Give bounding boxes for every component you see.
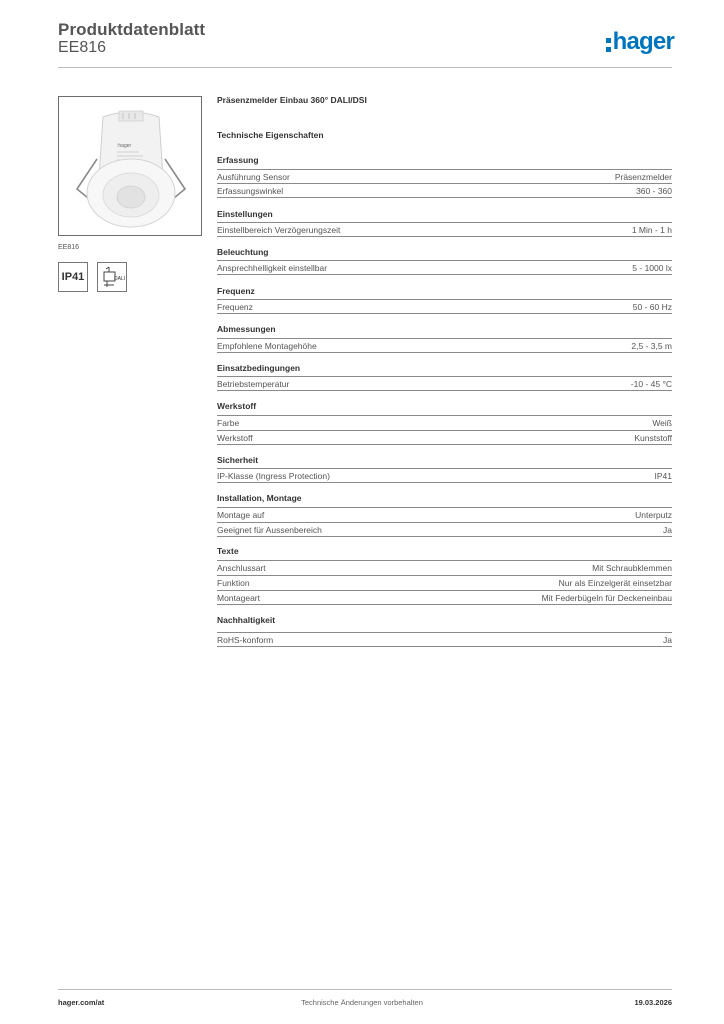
spec-row: [217, 183, 672, 198]
technical-properties-title: Technische Eigenschaften: [217, 130, 324, 140]
footer-disclaimer: Technische Änderungen vorbehalten: [301, 998, 423, 1007]
spec-value: Mit Schraubklemmen: [592, 563, 672, 573]
spec-value: 360 - 360: [636, 185, 672, 196]
spec-label: Montage auf: [217, 510, 265, 520]
page-title: Produktdatenblatt: [58, 20, 206, 39]
spec-row: [217, 222, 672, 237]
spec-label: Farbe: [217, 418, 240, 428]
spec-label: RoHS-konform: [217, 634, 274, 645]
spec-row: [217, 560, 672, 575]
spec-value: Unterputz: [635, 510, 672, 520]
spec-label: Anschlussart: [217, 563, 266, 573]
spec-row: [217, 338, 672, 353]
footer-website[interactable]: hager.com/at: [58, 998, 105, 1007]
section-heading: Texte: [217, 546, 239, 556]
spec-value: 1 Min - 1 h: [631, 224, 672, 235]
section-heading: Beleuchtung: [217, 247, 269, 257]
dali-label: DALI: [114, 276, 126, 282]
spec-value: Weiß: [652, 418, 672, 428]
spec-row: [217, 590, 672, 605]
hager-logo: [606, 28, 674, 56]
spec-row: [217, 430, 672, 445]
spec-value: Ja: [663, 524, 672, 535]
spec-value: -10 - 45 °C: [630, 378, 672, 389]
spec-row: [217, 507, 672, 522]
section-heading: Einsatzbedingungen: [217, 363, 301, 373]
spec-row: [217, 415, 672, 430]
section-heading: Abmessungen: [217, 324, 276, 334]
spec-label: Erfassungswinkel: [217, 185, 284, 196]
footer-divider: [58, 989, 672, 990]
section-heading: Nachhaltigkeit: [217, 615, 276, 625]
spec-label: Frequenz: [217, 301, 253, 312]
spec-row: [217, 575, 672, 590]
section-heading: Frequenz: [217, 286, 255, 296]
spec-value: Präsenzmelder: [614, 172, 672, 182]
spec-label: IP-Klasse (Ingress Protection): [217, 470, 330, 481]
spec-value: 2,5 - 3,5 m: [631, 340, 672, 351]
spec-label: Ansprechhelligkeit einstellbar: [217, 262, 328, 273]
spec-label: Werkstoff: [217, 432, 253, 443]
spec-value: Ja: [663, 634, 672, 645]
product-image-frame: [58, 96, 202, 236]
motion-detector-image: [59, 97, 203, 237]
section-heading: Sicherheit: [217, 455, 259, 465]
spec-value: Kunststoff: [634, 432, 672, 443]
spec-label: Geeignet für Aussenbereich: [217, 524, 322, 535]
spec-value: Mit Federbügeln für Deckeneinbau: [541, 592, 672, 603]
spec-row: [217, 376, 672, 391]
spec-value: 5 - 1000 lx: [632, 262, 672, 273]
spec-row: [217, 522, 672, 537]
spec-value: Nur als Einzelgerät einsetzbar: [558, 578, 672, 588]
product-number: EE816: [58, 39, 107, 56]
spec-label: Montageart: [217, 592, 260, 603]
header-divider: [58, 67, 672, 68]
spec-label: Einstellbereich Verzögerungszeit: [217, 224, 341, 235]
spec-label: Empfohlene Montagehöhe: [217, 340, 317, 351]
spec-row: [217, 299, 672, 314]
footer-date: 19.03.2026: [634, 998, 672, 1007]
logo-text: hager: [612, 28, 674, 55]
ip-rating-badge: IP41: [58, 262, 88, 292]
spec-label: Betriebstemperatur: [217, 378, 290, 389]
section-heading: Installation, Montage: [217, 493, 302, 503]
spec-row: [217, 632, 672, 647]
logo-dots-icon: [606, 38, 611, 52]
spec-value: 50 - 60 Hz: [632, 301, 672, 312]
section-heading: Werkstoff: [217, 401, 257, 411]
product-description: Präsenzmelder Einbau 360° DALI/DSI: [217, 95, 367, 105]
spec-row: [217, 468, 672, 483]
section-heading: Einstellungen: [217, 209, 273, 219]
svg-text::hager: :hager: [117, 143, 132, 149]
section-heading: Erfassung: [217, 155, 259, 165]
spec-row: [217, 260, 672, 275]
product-image-caption: EE816: [58, 244, 80, 251]
spec-label: Funktion: [217, 578, 250, 588]
spec-row: [217, 169, 672, 184]
dali-icon: [97, 262, 127, 292]
spec-value: IP41: [654, 470, 672, 481]
spec-label: Ausführung Sensor: [217, 172, 290, 182]
